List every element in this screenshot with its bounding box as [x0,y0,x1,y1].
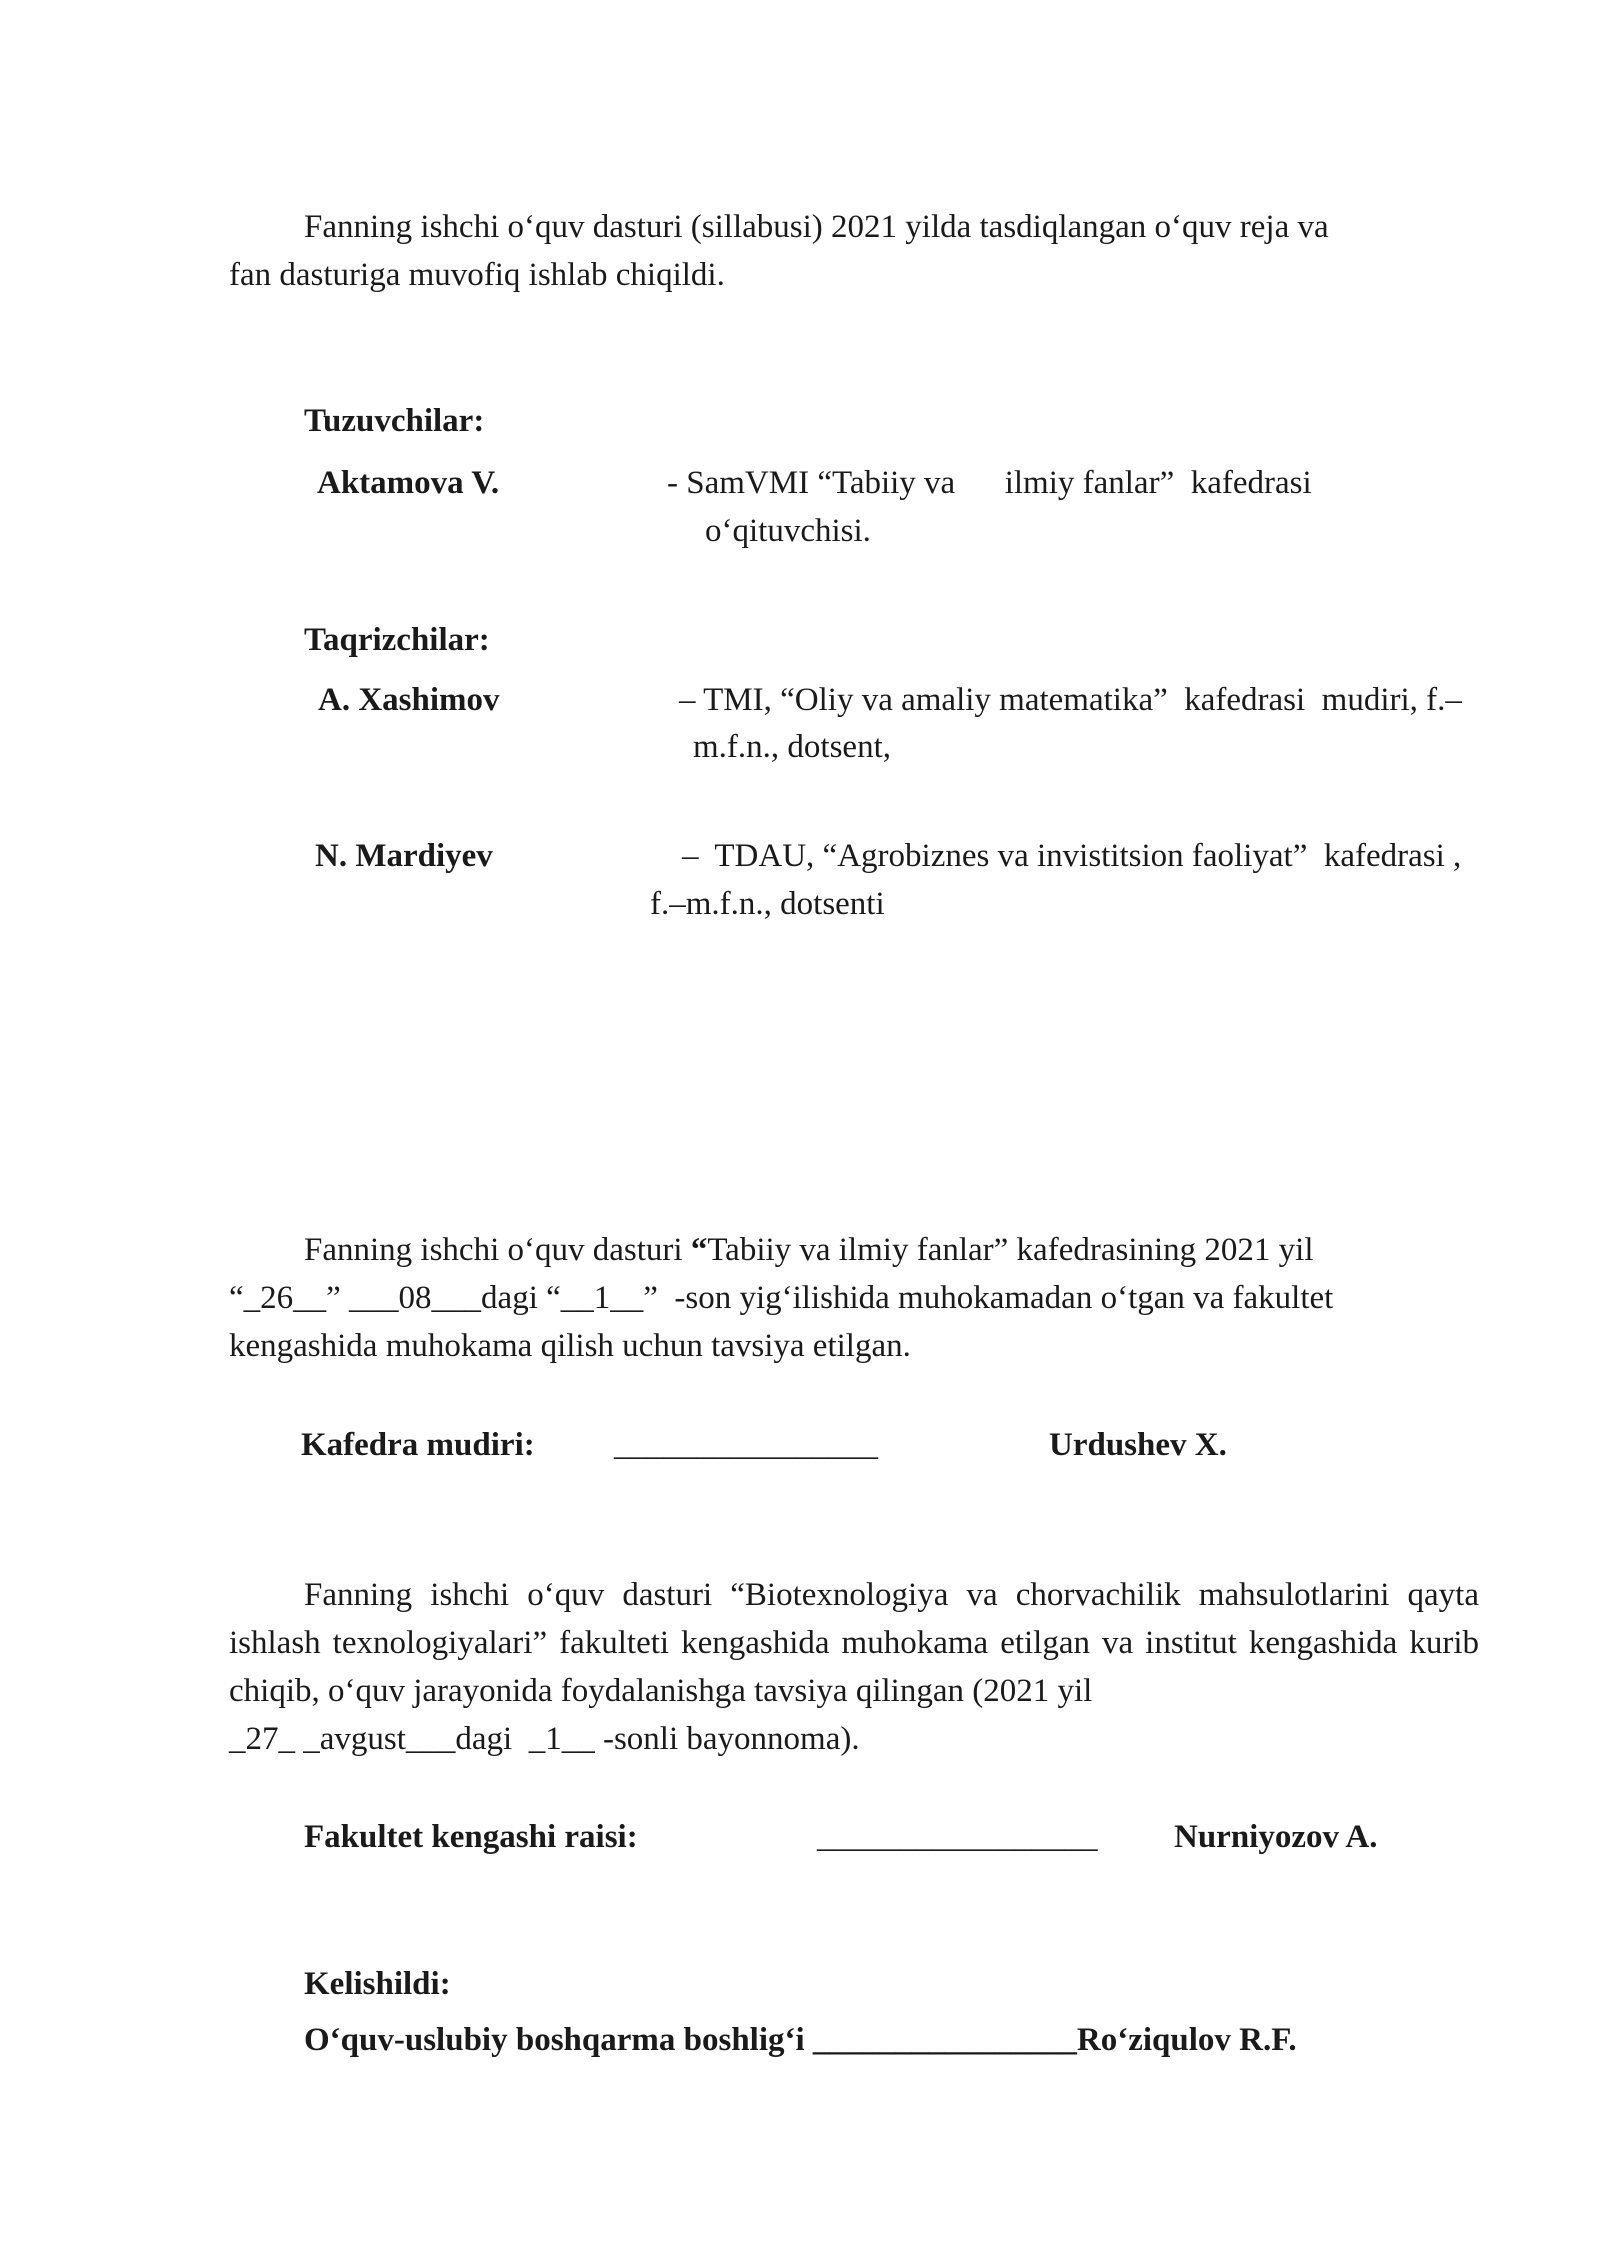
reviewer-desc-line-1: – TMI, “Oliy va amaliy matematika” kafedrasi mudiri, f.– [679,682,1462,718]
faculty-approval-paragraph: Fanning ishchi o‘quv dasturi “Biotexnologiya va chorvachilik mahsulotlarini qayta ishlash texnologiyalari” fakulteti kengashida muhokama etilgan va institut kengashida kurib chiqib, o‘quv jarayonida foydalanishga tavsiya qilingan (2021 yil [229,1577,1479,1709]
reviewer-desc-line-1: – TDAU, “Agrobiznes va invistitsion faoliyat” kafedrasi , [682,838,1462,874]
reviewer-desc-line-2: f.–m.f.n., dotsenti [650,886,885,922]
faculty-head-signature-line: _________________ [817,1819,1098,1855]
reviewer-name: N. Mardiyev [315,838,493,874]
department-approval-quote: “ [690,1232,708,1268]
author-desc-line-2: o‘qituvchisi. [705,513,871,549]
reviewer-name: A. Xashimov [318,682,500,718]
intro-line-2: fan dasturiga muvofiq ishlab chiqildi. [229,257,725,293]
faculty-head-label: Fakultet kengashi raisi: [304,1819,638,1855]
department-approval-line-3: kengashida muhokama qilish uchun tavsiya etilgan. [229,1328,911,1364]
department-head-label: Kafedra mudiri: [301,1427,535,1463]
agreed-heading: Kelishildi: [304,1966,451,2002]
authors-heading: Tuzuvchilar: [304,403,485,439]
agreed-signature-line: O‘quv-uslubiy boshqarma boshlig‘i ________________Ro‘ziqulov R.F. [304,2022,1297,2058]
faculty-head-name: Nurniyozov A. [1174,1819,1378,1855]
author-desc-line-1: - SamVMI “Tabiiy va ilmiy fanlar” kafedrasi [667,465,1312,501]
department-head-signature-line: ________________ [614,1427,878,1463]
reviewers-heading: Taqrizchilar: [304,622,490,658]
author-name: Aktamova V. [317,465,500,501]
department-approval-line-1 [304,1226,1314,1274]
intro-line-1: Fanning ishchi o‘quv dasturi (sillabusi) 2021 yilda tasdiqlangan o‘quv reja va [304,209,1329,245]
faculty-approval-last-line: _27_ _avgust___dagi _1__ -sonli bayonnoma). [229,1721,860,1757]
department-approval-text: Fanning ishchi o‘quv dasturi [304,1232,691,1268]
department-approval-text: Tabiiy va ilmiy fanlar” kafedrasining 2021 yil [707,1232,1314,1268]
department-approval-line-2: “_26__” ___08___dagi “__1__” -son yig‘ilishida muhokamadan o‘tgan va fakultet [229,1280,1334,1316]
department-head-name: Urdushev X. [1049,1427,1227,1463]
reviewer-desc-line-2: m.f.n., dotsent, [693,729,891,765]
